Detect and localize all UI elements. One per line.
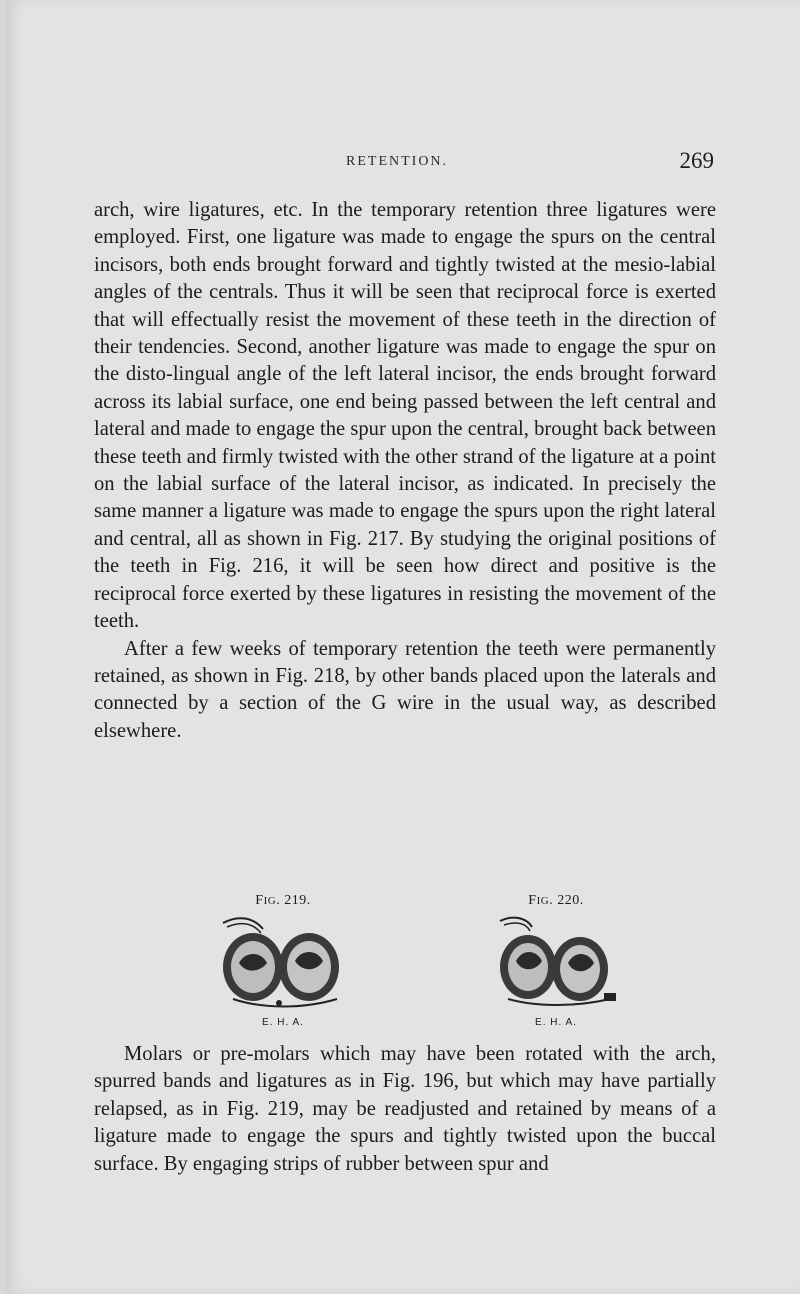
- molar-rubber-illustration: [486, 915, 626, 1015]
- figure-caption: FIG. 219.: [255, 893, 311, 908]
- artist-initials: E. H. A.: [535, 1017, 577, 1028]
- book-page: [6, 0, 800, 1294]
- text-block-upper: [94, 197, 716, 745]
- figure-caption: FIG. 220.: [528, 893, 584, 908]
- molar-ligature-illustration: [213, 915, 353, 1015]
- paragraph-retention: After a few weeks of temporary retention the teeth were permanently retained, as shown in Fig. 218, by other bands placed upon the laterals and connected by a section of the G wire in the usual way, as described elsewhere.: [94, 637, 716, 742]
- paragraph-continued: arch, wire ligatures, etc. In the temporary retention three ligatures were employed. First, one ligature was made to engage the spurs on the central incisors, both ends brought forward and tightly twisted at the mesio-labial angles of the centrals. Thus it will be seen that reciprocal force is exerted that will effectually resist the movement of these teeth in the direction of their tendencies. Second, another ligature was made to engage the spur on the disto-lingual angle of the left lateral incisor, the ends brought forward across its labial surface, one end being passed between the left central and lateral and made to engage the spur upon the central, brought back between these teeth and firmly twisted with the other strand of the ligature at a point on the labial surface of the lateral incisor, as indicated. In precisely the same manner a ligature was made to engage the spurs upon the right lateral and central, all as shown in Fig. 217. By studying the original positions of the teeth in Fig. 216, it will be seen how direct and positive is the reciprocal force exerted by these ligatures in resisting the movement of the teeth.: [94, 199, 716, 633]
- artist-initials: E. H. A.: [262, 1017, 304, 1028]
- figure-220: [471, 893, 641, 1033]
- page-header: [94, 148, 714, 178]
- page-number: 269: [679, 148, 714, 173]
- running-head: RETENTION.: [346, 154, 449, 169]
- text-block-lower: [94, 1041, 716, 1178]
- figure-219: [198, 893, 368, 1033]
- paragraph-molars: Molars or pre-molars which may have been rotated with the arch, spurred bands and ligatures as in Fig. 196, but which may have partially relapsed, as in Fig. 219, may be readjusted and retained by means of a ligature made to engage the spurs and tightly twisted upon the buccal surface. By engaging strips of rubber between spur and: [94, 1043, 716, 1175]
